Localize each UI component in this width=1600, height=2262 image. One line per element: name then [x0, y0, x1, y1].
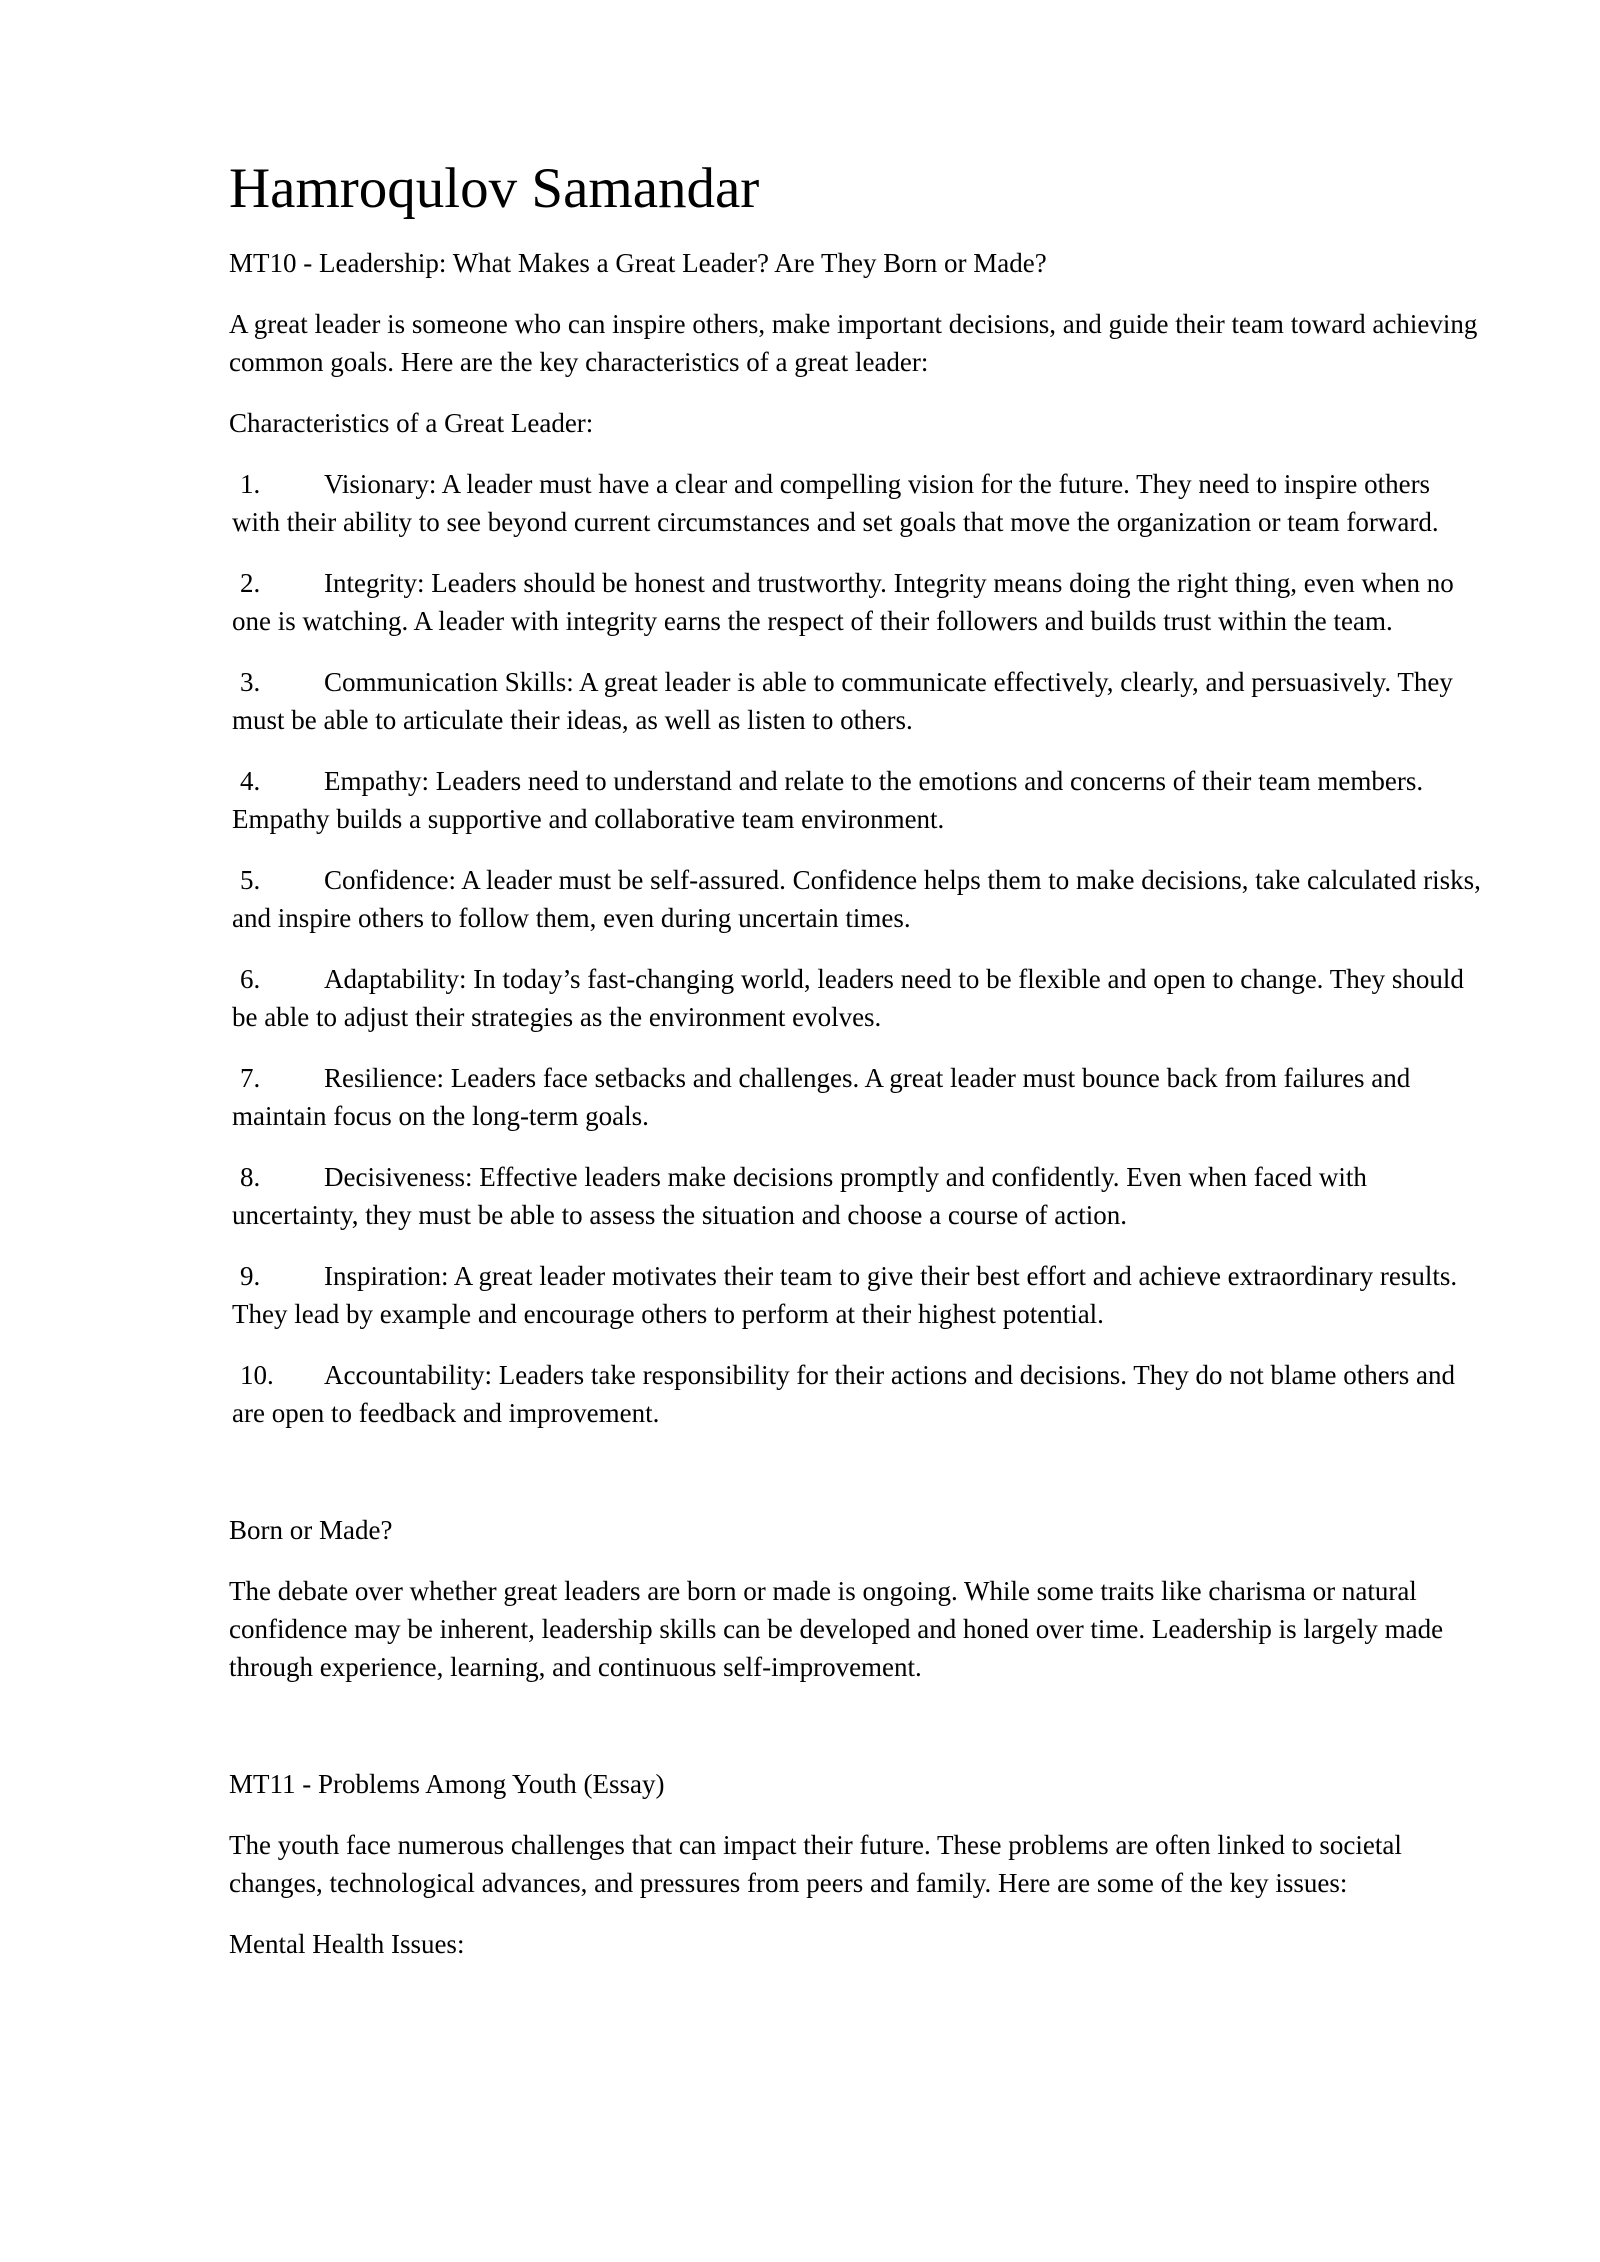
section-spacer: [229, 1709, 1484, 1765]
mt11-intro-paragraph: The youth face numerous challenges that can impact their future. These problems are often linked to societal changes, technological advances, and pressures from peers and family. Here are some of the key issues:: [229, 1830, 1402, 1898]
characteristic-item: [229, 564, 1484, 640]
characteristic-item: [229, 663, 1484, 739]
list-number: 3.: [240, 667, 261, 697]
list-number: 5.: [240, 865, 261, 895]
characteristic-item: [229, 1257, 1484, 1333]
list-item-text: Accountability: Leaders take responsibility for their actions and decisions. They do not blame others and are open to feedback and improvement.: [232, 1360, 1455, 1428]
list-number: 8.: [240, 1162, 261, 1192]
characteristics-list: [229, 465, 1484, 1432]
list-item-text: Resilience: Leaders face setbacks and challenges. A great leader must bounce back from failures and maintain focus on the long-term goals.: [232, 1063, 1411, 1131]
list-item-text: Visionary: A leader must have a clear and compelling vision for the future. They need to inspire others with their ability to see beyond current circumstances and set goals that move the organization or team forward.: [232, 469, 1439, 537]
list-number: 9.: [240, 1261, 261, 1291]
list-item-text: Empathy: Leaders need to understand and relate to the emotions and concerns of their team members. Empathy builds a supportive and collaborative team environment.: [232, 766, 1424, 834]
list-number: 4.: [240, 766, 261, 796]
list-item-text: Communication Skills: A great leader is able to communicate effectively, clearly, and persuasively. They must be able to articulate their ideas, as well as listen to others.: [232, 667, 1453, 735]
document-title: Hamroqulov Samandar: [229, 157, 760, 220]
characteristic-item: [229, 1158, 1484, 1234]
list-item-text: Decisiveness: Effective leaders make decisions promptly and confidently. Even when faced with uncertainty, they must be able to assess the situation and choose a course of action.: [232, 1162, 1367, 1230]
list-number: 6.: [240, 964, 261, 994]
mental-health-heading: Mental Health Issues:: [229, 1929, 465, 1959]
intro-paragraph: A great leader is someone who can inspire others, make important decisions, and guide their team toward achieving common goals. Here are the key characteristics of a great leader:: [229, 309, 1478, 377]
characteristics-heading: Characteristics of a Great Leader:: [229, 408, 594, 438]
mt10-heading: MT10 - Leadership: What Makes a Great Leader? Are They Born or Made?: [229, 248, 1047, 278]
list-number: 1.: [240, 469, 261, 499]
characteristic-item: [229, 861, 1484, 937]
list-item-text: Integrity: Leaders should be honest and trustworthy. Integrity means doing the right thing, even when no one is watching. A leader with integrity earns the respect of their followers and builds trust within the team.: [232, 568, 1454, 636]
section-spacer: [229, 1455, 1484, 1511]
list-item-text: Confidence: A leader must be self-assured. Confidence helps them to make decisions, take calculated risks, and inspire others to follow them, even during uncertain times.: [232, 865, 1481, 933]
list-item-text: Adaptability: In today’s fast-changing world, leaders need to be flexible and open to change. They should be able to adjust their strategies as the environment evolves.: [232, 964, 1464, 1032]
born-made-heading: Born or Made?: [229, 1515, 393, 1545]
document-body: [229, 150, 1484, 1986]
list-number: 10.: [240, 1360, 274, 1390]
mt11-heading: MT11 - Problems Among Youth (Essay): [229, 1769, 665, 1799]
characteristic-item: [229, 960, 1484, 1036]
characteristic-item: [229, 1059, 1484, 1135]
list-item-text: Inspiration: A great leader motivates their team to give their best effort and achieve extraordinary results. They lead by example and encourage others to perform at their highest potential.: [232, 1261, 1458, 1329]
characteristic-item: [229, 762, 1484, 838]
list-number: 7.: [240, 1063, 261, 1093]
characteristic-item: [229, 465, 1484, 541]
born-made-paragraph: The debate over whether great leaders are born or made is ongoing. While some traits like charisma or natural confidence may be inherent, leadership skills can be developed and honed over time. Leadership is largely made through experience, learning, and continuous self-improvement.: [229, 1576, 1444, 1682]
list-number: 2.: [240, 568, 261, 598]
characteristic-item: [229, 1356, 1484, 1432]
